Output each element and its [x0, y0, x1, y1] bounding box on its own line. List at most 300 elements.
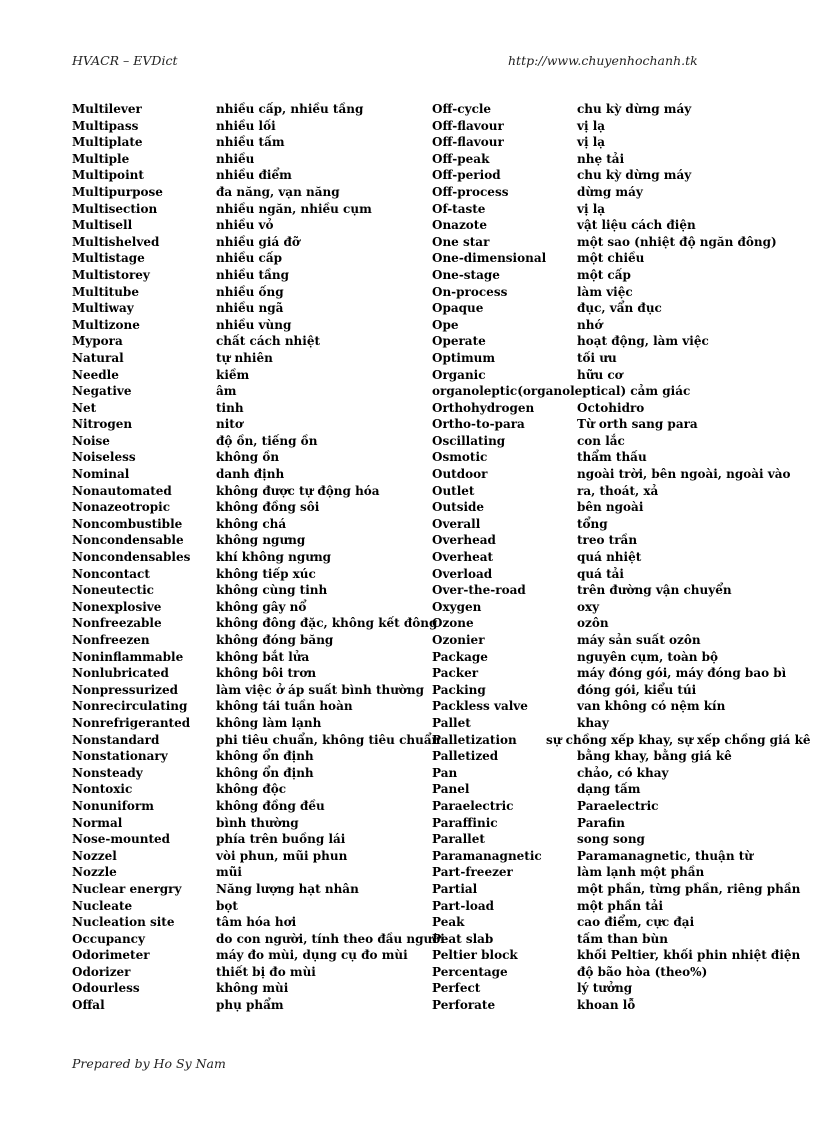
- glossary-entry: [432, 517, 807, 534]
- glossary-entry: [72, 102, 422, 119]
- glossary-term: Nonrefrigeranted: [72, 715, 191, 730]
- glossary-entry: [432, 533, 807, 550]
- glossary-meaning: độ ồn, tiếng ồn: [216, 433, 318, 448]
- glossary-entry: [432, 384, 807, 401]
- glossary-term: Nitrogen: [72, 417, 133, 432]
- glossary-entry: [72, 235, 422, 252]
- glossary-term: On-process: [432, 284, 508, 299]
- glossary-term: Occupancy: [72, 931, 145, 946]
- glossary-entry: [72, 716, 422, 733]
- glossary-term: Multipoint: [72, 168, 144, 183]
- glossary-term: Multilever: [72, 102, 142, 116]
- glossary-meaning: nhiều vùng: [216, 317, 292, 332]
- glossary-entry: [72, 119, 422, 136]
- glossary-entry: [72, 931, 445, 949]
- glossary-term: Natural: [72, 350, 124, 365]
- glossary-entry: [432, 268, 807, 285]
- glossary-meaning: quá tải: [577, 566, 624, 581]
- glossary-meaning: bên ngoài: [577, 500, 644, 515]
- glossary-entry: [72, 766, 422, 783]
- glossary-entry: [432, 948, 807, 965]
- glossary-term: Needle: [72, 367, 119, 382]
- glossary-entry: [432, 285, 807, 302]
- glossary-meaning: đóng gói, kiểu túi: [577, 682, 697, 697]
- glossary-term: Pallet: [432, 715, 471, 730]
- header-title: HVACR – EVDict: [72, 53, 178, 68]
- glossary-entry: [432, 185, 807, 202]
- glossary-entry: [432, 550, 807, 567]
- glossary-entry: [432, 965, 807, 982]
- glossary-term: Noise: [72, 433, 110, 448]
- glossary-term: Nose-mounted: [72, 832, 171, 847]
- glossary-term: Partial: [432, 881, 478, 896]
- glossary-entry: [432, 334, 807, 351]
- glossary-term: Multipurpose: [72, 184, 163, 199]
- glossary-entry: [432, 484, 807, 501]
- glossary-term: Nonfreezen: [72, 633, 150, 647]
- glossary-entry: [72, 450, 422, 467]
- glossary-entry: [72, 467, 422, 484]
- glossary-term: Packer: [432, 666, 479, 681]
- glossary-entry: [432, 152, 807, 169]
- glossary-term: Noncombustible: [72, 516, 183, 531]
- glossary-meaning: nhiều ngăn, nhiều cụm: [216, 201, 372, 216]
- glossary-meaning: song song: [577, 832, 645, 847]
- glossary-right-column: [432, 102, 811, 1015]
- glossary-meaning: bọt: [216, 898, 238, 913]
- glossary-term: Ozonier: [432, 633, 485, 647]
- glossary-meaning: lý tưởng: [577, 981, 633, 996]
- glossary-term: Outlet: [432, 483, 475, 498]
- glossary-term: Off-cycle: [432, 102, 492, 116]
- glossary-entry: [432, 135, 807, 152]
- glossary-meaning: khay: [577, 715, 609, 730]
- glossary-meaning: âm: [216, 384, 237, 399]
- glossary-meaning: nhiều ngã: [216, 301, 284, 316]
- glossary-meaning: Từ orth sang para: [577, 417, 698, 432]
- glossary-entry: [432, 218, 807, 235]
- glossary-entry: [72, 682, 425, 700]
- glossary-entry: [72, 168, 422, 185]
- glossary-term: Nonrecirculating: [72, 699, 188, 714]
- glossary-meaning: mũi: [216, 865, 242, 880]
- glossary-entry: [72, 583, 422, 600]
- glossary-meaning: không ổn định: [216, 765, 314, 780]
- glossary-term: Of-taste: [432, 201, 486, 216]
- glossary-entry: [72, 882, 422, 899]
- glossary-meaning: chu kỳ dừng máy: [577, 168, 692, 183]
- glossary-term: Ozone: [432, 616, 474, 631]
- glossary-term: Off-period: [432, 168, 501, 183]
- glossary-term: One star: [432, 234, 490, 249]
- glossary-meaning: nhiều điểm: [216, 168, 292, 183]
- glossary-term: Part-freezer: [432, 865, 513, 880]
- glossary-term: Off-process: [432, 184, 509, 199]
- glossary-term: Over-the-road: [432, 583, 526, 598]
- glossary-entry: [72, 948, 422, 965]
- glossary-meaning: nhiều: [216, 151, 255, 166]
- glossary-entry: [72, 202, 422, 219]
- glossary-meaning: thiết bị đo mùi: [216, 964, 316, 979]
- glossary-entry: [432, 816, 807, 833]
- glossary-entry: [432, 168, 807, 185]
- glossary-entry: [432, 235, 807, 252]
- glossary-term: Nozzle: [72, 865, 117, 880]
- glossary-meaning: vật liệu cách điện: [577, 218, 696, 233]
- glossary-meaning: van không có nệm kín: [577, 699, 726, 714]
- glossary-meaning: không đông đặc, không kết đông: [216, 616, 438, 631]
- glossary-entry: [432, 849, 807, 866]
- glossary-term: Net: [72, 400, 97, 415]
- glossary-meaning: một chiều: [577, 251, 645, 266]
- glossary-term: Peak: [432, 915, 465, 930]
- glossary-entry: [72, 616, 438, 633]
- glossary-entry: [72, 384, 422, 401]
- glossary-meaning: làm việc: [577, 284, 633, 299]
- glossary-term: One-dimensional: [432, 251, 547, 266]
- glossary-meaning: không đóng băng: [216, 633, 334, 647]
- glossary-entry: [432, 699, 807, 716]
- glossary-term: Multiple: [72, 151, 130, 166]
- glossary-entry: [432, 567, 807, 584]
- glossary-meaning: nhẹ tải: [577, 151, 625, 166]
- glossary-term: Off-flavour: [432, 135, 504, 150]
- glossary-entry: [72, 417, 422, 434]
- glossary-term: Negative: [72, 384, 132, 399]
- glossary-meaning: chu kỳ dừng máy: [577, 102, 692, 116]
- glossary-term: Nonuniform: [72, 798, 154, 813]
- glossary-entry: [72, 650, 422, 667]
- glossary-entry: [432, 616, 807, 633]
- glossary-term: Nominal: [72, 467, 130, 482]
- glossary-term: Palletized: [432, 749, 499, 764]
- glossary-term: Multisell: [72, 218, 133, 233]
- glossary-meaning: vị lạ: [577, 201, 606, 216]
- glossary-entry: [72, 816, 422, 833]
- glossary-meaning: ozôn: [577, 616, 609, 631]
- glossary-term: Off-peak: [432, 151, 490, 166]
- glossary-entry: [432, 666, 807, 683]
- glossary-term: Part-load: [432, 898, 495, 913]
- glossary-term: organoleptic(organoleptical) cảm giác: [432, 384, 691, 399]
- glossary-term: Nonautomated: [72, 483, 172, 498]
- glossary-entry: [72, 434, 422, 451]
- glossary-meaning: dạng tấm: [577, 782, 641, 797]
- glossary-term: Noncondensables: [72, 550, 191, 565]
- glossary-term: Nozzel: [72, 848, 117, 863]
- glossary-term: Odorimeter: [72, 948, 150, 963]
- glossary-meaning: Năng lượng hạt nhân: [216, 881, 359, 896]
- glossary-meaning: trên đường vận chuyển: [577, 583, 732, 598]
- glossary-term: Overheat: [432, 550, 494, 565]
- header-url: http://www.chuyenhochanh.tk: [508, 53, 698, 68]
- glossary-meaning: máy đóng gói, máy đóng bao bì: [577, 666, 787, 681]
- glossary-term: Multisection: [72, 201, 158, 216]
- glossary-meaning: máy sản suất ozôn: [577, 633, 701, 647]
- glossary-entry: [72, 981, 422, 998]
- glossary-entry: [432, 683, 807, 700]
- glossary-entry: [432, 865, 807, 882]
- glossary-entry: [72, 152, 422, 169]
- glossary-term: Nonexplosive: [72, 599, 162, 614]
- glossary-meaning: không cùng tinh: [216, 583, 328, 598]
- glossary-term: Osmotic: [432, 450, 488, 465]
- footer-author: Prepared by Ho Sy Nam: [72, 1056, 226, 1071]
- glossary-meaning: bằng khay, bằng giá kê: [577, 749, 732, 764]
- glossary-term: Peltier block: [432, 948, 518, 963]
- glossary-term: Paramanagnetic: [432, 848, 542, 863]
- glossary-meaning: không đồng đều: [216, 798, 325, 813]
- glossary-entry: [72, 732, 441, 750]
- glossary-meaning: nhiều ống: [216, 284, 284, 299]
- glossary-entry: [432, 799, 807, 816]
- glossary-entry: [432, 318, 807, 335]
- glossary-meaning: nhiều lối: [216, 118, 276, 133]
- glossary-meaning: chảo, có khay: [577, 765, 669, 780]
- glossary-entry: [432, 633, 807, 650]
- glossary-term: Multistorey: [72, 267, 150, 282]
- glossary-term: Nuclear energry: [72, 881, 182, 896]
- glossary-meaning: độ bão hòa (theo%): [577, 964, 708, 979]
- glossary-term: Palletization: [432, 732, 517, 747]
- glossary-term: Noninflammable: [72, 649, 184, 664]
- glossary-meaning: ngoài trời, bên ngoài, ngoài vào: [577, 467, 791, 482]
- glossary-entry: [432, 716, 807, 733]
- glossary-term: Overload: [432, 566, 493, 581]
- glossary-meaning: khối Peltier, khối phin nhiệt điện: [577, 948, 801, 963]
- glossary-meaning: vị lạ: [577, 118, 606, 133]
- glossary-entry: [432, 583, 807, 600]
- glossary-term: Noncondensable: [72, 533, 184, 548]
- glossary-entry: [72, 849, 422, 866]
- glossary-entry: [432, 450, 807, 467]
- glossary-entry: [432, 932, 807, 949]
- glossary-term: Nonsteady: [72, 765, 143, 780]
- glossary-entry: [72, 251, 422, 268]
- glossary-entry: [72, 749, 422, 766]
- glossary-entry: [72, 832, 422, 849]
- glossary-term: Pan: [432, 765, 458, 780]
- glossary-term: Perfect: [432, 981, 481, 996]
- glossary-meaning: dừng máy: [577, 184, 643, 199]
- glossary-term: Opaque: [432, 301, 484, 316]
- glossary-entry: [72, 899, 422, 916]
- glossary-term: Multitube: [72, 284, 139, 299]
- glossary-meaning: nhiều tấm: [216, 135, 285, 150]
- glossary-entry: [72, 285, 422, 302]
- glossary-meaning: oxy: [577, 599, 600, 614]
- glossary-term: Ope: [432, 317, 459, 332]
- glossary-term: Nontoxic: [72, 782, 133, 797]
- glossary-meaning: không đồng sôi: [216, 500, 320, 515]
- glossary-meaning: tự nhiên: [216, 350, 273, 365]
- glossary-meaning: khoan lỗ: [577, 998, 636, 1013]
- glossary-meaning: không chá: [216, 516, 287, 531]
- glossary-entry: [72, 600, 422, 617]
- glossary-meaning: đục, vẩn đục: [577, 301, 662, 316]
- glossary-entry: [432, 102, 807, 119]
- glossary-term: Multishelved: [72, 234, 160, 249]
- glossary-meaning: không tái tuần hoàn: [216, 699, 353, 714]
- glossary-entry: [72, 318, 422, 335]
- glossary-entry: [432, 650, 807, 667]
- glossary-entry: [432, 467, 807, 484]
- glossary-term: Offal: [72, 998, 105, 1013]
- glossary-term: Nonstationary: [72, 749, 168, 764]
- glossary-entry: [432, 915, 807, 932]
- glossary-meaning: chất cách nhiệt: [216, 334, 321, 349]
- glossary-meaning: phụ phẩm: [216, 998, 284, 1013]
- glossary-term: Overall: [432, 516, 481, 531]
- glossary-meaning: không bôi trơn: [216, 666, 317, 681]
- glossary-entry: [72, 500, 422, 517]
- glossary-term: Nonlubricated: [72, 666, 169, 681]
- glossary-entry: [72, 782, 422, 799]
- glossary-entry: [72, 865, 422, 882]
- glossary-entry: [432, 732, 811, 750]
- glossary-term: Noncontact: [72, 566, 150, 581]
- glossary-term: Oscillating: [432, 433, 506, 448]
- glossary-entry: [72, 666, 422, 683]
- glossary-term: Overhead: [432, 533, 496, 548]
- glossary-term: One-stage: [432, 267, 500, 282]
- glossary-meaning: một phần, từng phần, riêng phần: [577, 881, 801, 896]
- glossary-meaning: phía trên buồng lái: [216, 832, 346, 847]
- glossary-meaning: danh định: [216, 467, 285, 482]
- glossary-entry: [72, 334, 422, 351]
- glossary-meaning: một cấp: [577, 267, 631, 282]
- glossary-entry: [72, 368, 422, 385]
- glossary-term: Onazote: [432, 218, 487, 233]
- glossary-entry: [72, 965, 422, 982]
- glossary-meaning: do con người, tính theo đầu người: [216, 931, 445, 946]
- glossary-meaning: tâm hóa hơi: [216, 915, 297, 930]
- glossary-entry: [432, 832, 807, 849]
- glossary-meaning: không làm lạnh: [216, 715, 322, 730]
- glossary-entry: [432, 882, 807, 899]
- glossary-entry: [72, 699, 422, 716]
- glossary-meaning: máy đo mùi, dụng cụ đo mùi: [216, 948, 408, 963]
- glossary-meaning: không độc: [216, 782, 287, 797]
- glossary-meaning: vòi phun, mũi phun: [216, 848, 348, 863]
- glossary-meaning: thẩm thấu: [577, 450, 647, 465]
- glossary-entry: [432, 766, 807, 783]
- glossary-meaning: quá nhiệt: [577, 550, 642, 565]
- glossary-entry: [72, 351, 422, 368]
- glossary-term: Nonstandard: [72, 732, 160, 747]
- glossary-meaning: không mùi: [216, 981, 289, 996]
- glossary-meaning: không ổn định: [216, 749, 314, 764]
- glossary-meaning: nhiều giá đỡ: [216, 234, 300, 249]
- glossary-entry: [72, 185, 422, 202]
- glossary-meaning: làm việc ở áp suất bình thường: [216, 682, 425, 697]
- glossary-term: Multistage: [72, 251, 145, 266]
- glossary-meaning: ra, thoát, xả: [577, 483, 659, 498]
- glossary-term: Nonazeotropic: [72, 500, 171, 515]
- glossary-term: Nucleation site: [72, 915, 175, 930]
- glossary-meaning: một sao (nhiệt độ ngăn đông): [577, 234, 777, 249]
- glossary-entry: [72, 301, 422, 318]
- glossary-term: Ortho-to-para: [432, 417, 525, 432]
- glossary-entry: [432, 998, 807, 1015]
- glossary-term: Operate: [432, 334, 486, 349]
- glossary-term: Percentage: [432, 964, 508, 979]
- glossary-left-column: [72, 102, 445, 1015]
- glossary-entry: [72, 915, 422, 932]
- glossary-term: Peat slab: [432, 931, 494, 946]
- glossary-entry: [72, 550, 422, 567]
- glossary-meaning: nguyên cụm, toàn bộ: [577, 649, 719, 664]
- glossary-term: Outdoor: [432, 467, 488, 482]
- glossary-meaning: không được tự động hóa: [216, 483, 380, 498]
- glossary-entry: [72, 799, 422, 816]
- glossary-meaning: Parafin: [577, 815, 626, 830]
- glossary-term: Multizone: [72, 317, 140, 332]
- glossary-term: Noiseless: [72, 450, 136, 465]
- glossary-meaning: tối ưu: [577, 350, 617, 365]
- glossary-term: Odorizer: [72, 964, 131, 979]
- glossary-term: Oxygen: [432, 599, 482, 614]
- glossary-entry: [72, 517, 422, 534]
- glossary-entry: [432, 981, 807, 998]
- glossary-entry: [432, 251, 807, 268]
- glossary-term: Nucleate: [72, 898, 133, 913]
- glossary-meaning: không ngưng: [216, 533, 306, 548]
- glossary-meaning: không tiếp xúc: [216, 566, 316, 581]
- glossary-term: Packing: [432, 682, 486, 697]
- glossary-term: Outside: [432, 500, 485, 515]
- glossary-meaning: treo trần: [577, 533, 638, 548]
- glossary-meaning: đa năng, vạn năng: [216, 184, 340, 199]
- glossary-term: Perforate: [432, 998, 496, 1013]
- glossary-term: Orthohydrogen: [432, 400, 535, 415]
- glossary-entry: [432, 301, 807, 318]
- glossary-entry: [432, 600, 807, 617]
- glossary-meaning: vị lạ: [577, 135, 606, 150]
- glossary-meaning: Paramanagnetic, thuận từ: [577, 848, 753, 863]
- glossary-entry: [72, 567, 422, 584]
- glossary-entry: [72, 533, 422, 550]
- glossary-meaning: nhớ: [577, 317, 603, 332]
- glossary-meaning: tấm than bùn: [577, 931, 668, 946]
- glossary-term: Optimum: [432, 350, 496, 365]
- glossary-term: Parallet: [432, 832, 485, 847]
- glossary-entry: [432, 434, 807, 451]
- glossary-entry: [432, 368, 807, 385]
- glossary-term: Multipass: [72, 118, 139, 133]
- glossary-meaning: nhiều cấp: [216, 251, 283, 266]
- glossary-entry: [72, 268, 422, 285]
- glossary-meaning: cao điểm, cực đại: [577, 915, 695, 930]
- glossary-entry: [432, 401, 807, 418]
- glossary-meaning: khí không ngưng: [216, 550, 332, 565]
- glossary-term: Off-flavour: [432, 118, 504, 133]
- glossary-term: Multiplate: [72, 135, 143, 150]
- glossary-term: Noneutectic: [72, 583, 154, 598]
- glossary-entry: [432, 749, 807, 766]
- glossary-term: Package: [432, 649, 488, 664]
- glossary-entry: [72, 218, 422, 235]
- glossary-term: Paraelectric: [432, 798, 514, 813]
- glossary-term: Nonfreezable: [72, 616, 162, 631]
- glossary-meaning: sự chồng xếp khay, sự xếp chồng giá kê: [546, 732, 811, 747]
- glossary-meaning: Paraelectric: [577, 798, 659, 813]
- glossary-meaning: không gây nổ: [216, 599, 307, 614]
- glossary-meaning: Octohidro: [577, 400, 645, 415]
- glossary-meaning: tổng: [577, 516, 608, 531]
- glossary-meaning: không ồn: [216, 450, 280, 465]
- glossary-term: Nonpressurized: [72, 682, 179, 697]
